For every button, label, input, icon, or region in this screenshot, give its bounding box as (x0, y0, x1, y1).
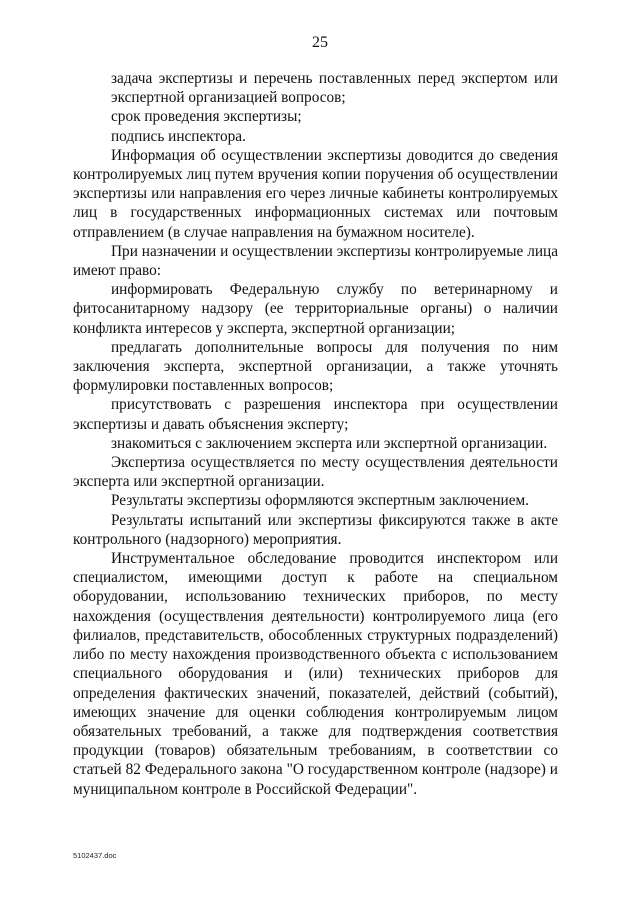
paragraph-controlled-persons-rights: При назначении и осуществлении экспертизы контролируемые лица имеют право: (73, 242, 558, 280)
document-body (73, 69, 558, 799)
document-file-code: 5102437.doc (73, 851, 117, 860)
paragraph-review-conclusion: знакомиться с заключением эксперта или экспертной организации. (111, 434, 548, 452)
paragraph-instrumental-inspection: Инструментальное обследование проводится инспектором или специалистом, имеющими доступ к работе на специальном оборудовании, использованию технических приборов, по месту нахождения (осуществления деятельности) контролируемого лица (его филиалов, представительств, обособленных структурных подразделений) либо по месту нахождения производственного объекта с использованием специального оборудования и (или) технических приборов для определения фактических значений, показателей, действий (событий), имеющих значение для оценки соблюдения контролируемым лицом обязательных требований, а также для подтверждения соответствия продукции (товаров) обязательным требованиям, в соответствии со статьей 82 Федерального закона "О государственном контроле (надзоре) и муниципальном контроле в Российской Федерации". (73, 550, 558, 798)
paragraph-attend-expertise: присутствовать с разрешения инспектора при осуществлении экспертизы и давать объяснения эксперту; (73, 396, 558, 433)
paragraph-test-results: Результаты испытаний или экспертизы фиксируются также в акте контрольного (надзорного) мероприятия. (73, 511, 558, 548)
paragraph-inform-conflict: информировать Федеральную службу по ветеринарному и фитосанитарному надзору (ее территориальные органы) о наличии конфликта интересов у эксперта, экспертной организации; (73, 281, 558, 337)
paragraph-expertise-term: срок проведения экспертизы; (111, 108, 302, 126)
paragraph-expertise-results: Результаты экспертизы оформляются экспертным заключением. (111, 492, 529, 510)
paragraph-expertise-location: Экспертиза осуществляется по месту осуществления деятельности эксперта или экспертной организации. (73, 454, 558, 491)
paragraph-expertise-information: Информация об осуществлении экспертизы доводится до сведения контролируемых лиц путем вручения копии поручения об осуществлении экспертизы или направления его через личные кабинеты контролируемых лиц в государственных информационных системах или почтовым отправлением (в случае направления на бумажном носителе). (73, 146, 558, 241)
paragraph-inspector-signature: подпись инспектора. (111, 127, 246, 145)
paragraph-expertise-task: задача экспертизы и перечень поставленных перед экспертом или экспертной организацией вопросов; (111, 70, 558, 107)
page-number: 25 (312, 34, 328, 51)
paragraph-propose-questions: предлагать дополнительные вопросы для получения по ним заключения эксперта, экспертной организации, а также уточнять формулировки поставленных вопросов; (73, 338, 558, 395)
